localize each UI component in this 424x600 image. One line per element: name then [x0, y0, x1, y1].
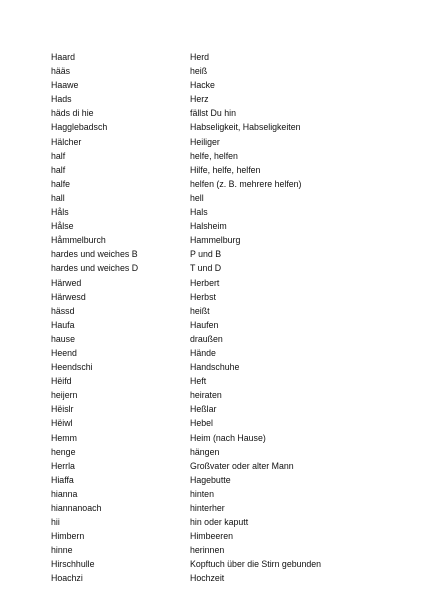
- german-translation: heiß: [190, 66, 208, 77]
- glossary-row: [0, 431, 424, 445]
- dialect-term: Hiaffa: [51, 474, 74, 485]
- glossary-row: [0, 106, 424, 120]
- glossary-row: [0, 135, 424, 149]
- german-translation: Habseligkeit, Habseligkeiten: [190, 122, 301, 133]
- dialect-term: Hemm: [51, 432, 77, 443]
- glossary-row: [0, 120, 424, 134]
- german-translation: Hals: [190, 207, 208, 218]
- glossary-row: [0, 332, 424, 346]
- german-translation: hin oder kaputt: [190, 517, 249, 528]
- glossary-row: [0, 501, 424, 515]
- dialect-term: hall: [51, 192, 65, 203]
- german-translation: Kopftuch über die Stirn gebunden: [190, 559, 322, 570]
- german-translation: Heft: [190, 376, 207, 387]
- german-translation: Großvater oder alter Mann: [190, 460, 294, 471]
- german-translation: helfe, helfen: [190, 150, 238, 161]
- dialect-term: Håls: [51, 207, 69, 218]
- dialect-term: Hëiwl: [51, 418, 73, 429]
- glossary-row: [0, 219, 424, 233]
- german-translation: Himbeeren: [190, 531, 234, 542]
- glossary-row: [0, 571, 424, 585]
- glossary-row: [0, 388, 424, 402]
- german-translation: fällst Du hin: [190, 108, 236, 119]
- german-translation: hell: [190, 192, 204, 203]
- dialect-term: hianna: [51, 488, 78, 499]
- glossary-row: [0, 177, 424, 191]
- german-translation: hängen: [190, 446, 220, 457]
- glossary-row: [0, 459, 424, 473]
- glossary-list: [0, 50, 424, 586]
- glossary-row: [0, 346, 424, 360]
- dialect-term: Haufa: [51, 319, 75, 330]
- dialect-term: heijern: [51, 390, 78, 401]
- glossary-row: [0, 92, 424, 106]
- german-translation: Hagebutte: [190, 474, 231, 485]
- german-translation: Hochzeit: [190, 573, 225, 584]
- glossary-row: [0, 487, 424, 501]
- glossary-row: [0, 163, 424, 177]
- glossary-row: [0, 557, 424, 571]
- german-translation: draußen: [190, 333, 223, 344]
- german-translation: Handschuhe: [190, 362, 240, 373]
- dialect-term: Hoachzi: [51, 573, 83, 584]
- dialect-term: Hälcher: [51, 136, 82, 147]
- dialect-term: hinne: [51, 545, 73, 556]
- glossary-row: [0, 290, 424, 304]
- glossary-row: [0, 445, 424, 459]
- german-translation: heiraten: [190, 390, 222, 401]
- dialect-term: Hëifd: [51, 376, 72, 387]
- dialect-term: Heend: [51, 347, 77, 358]
- german-translation: Hilfe, helfe, helfen: [190, 164, 261, 175]
- glossary-row: [0, 402, 424, 416]
- german-translation: Halsheim: [190, 221, 227, 232]
- dialect-term: häds di hie: [51, 108, 94, 119]
- german-translation: heißt: [190, 305, 210, 316]
- glossary-row: [0, 374, 424, 388]
- dialect-term: Haawe: [51, 80, 79, 91]
- glossary-row: [0, 304, 424, 318]
- dialect-term: hiannanoach: [51, 503, 102, 513]
- dialect-term: Hagglebadsch: [51, 122, 108, 133]
- glossary-row: [0, 78, 424, 92]
- glossary-row: [0, 64, 424, 78]
- glossary-row: [0, 416, 424, 430]
- german-translation: Hebel: [190, 418, 213, 429]
- german-translation: herinnen: [190, 545, 225, 556]
- glossary-row: [0, 473, 424, 487]
- dialect-term: half: [51, 164, 66, 175]
- dialect-term: Hads: [51, 94, 72, 105]
- german-translation: Heim (nach Hause): [190, 432, 266, 443]
- dialect-term: hardes und weiches B: [51, 249, 138, 260]
- dialect-term: hii: [51, 517, 60, 528]
- dialect-term: Herrla: [51, 460, 75, 471]
- german-translation: Herz: [190, 94, 209, 105]
- dialect-term: Härwesd: [51, 291, 86, 302]
- german-translation: Herbst: [190, 291, 216, 302]
- glossary-row: [0, 276, 424, 290]
- glossary-row: [0, 50, 424, 64]
- german-translation: helfen (z. B. mehrere helfen): [190, 178, 302, 189]
- glossary-row: [0, 191, 424, 205]
- german-translation: Herd: [190, 52, 210, 62]
- dialect-term: hardes und weiches D: [51, 263, 139, 274]
- german-translation: Hacke: [190, 80, 215, 91]
- dialect-term: hause: [51, 333, 75, 344]
- dialect-term: Härwed: [51, 277, 82, 288]
- glossary-row: [0, 233, 424, 247]
- glossary-row: [0, 515, 424, 529]
- glossary-row: [0, 261, 424, 275]
- german-translation: Hände: [190, 347, 216, 358]
- glossary-row: [0, 318, 424, 332]
- dialect-term: Hirschhulle: [51, 559, 95, 570]
- dialect-term: Himbern: [51, 531, 85, 542]
- glossary-row: [0, 149, 424, 163]
- dialect-term: hässd: [51, 305, 75, 316]
- german-translation: hinterher: [190, 503, 225, 513]
- glossary-row: [0, 529, 424, 543]
- german-translation: Herbert: [190, 277, 220, 288]
- german-translation: Hammelburg: [190, 235, 241, 246]
- dialect-term: Hålse: [51, 221, 74, 232]
- dialect-term: hääs: [51, 66, 71, 77]
- german-translation: Heßlar: [190, 404, 217, 415]
- dialect-term: Heendschi: [51, 362, 93, 373]
- dialect-term: Håmmelburch: [51, 235, 106, 246]
- glossary-row: [0, 247, 424, 261]
- glossary-row: [0, 543, 424, 557]
- glossary-row: [0, 360, 424, 374]
- german-translation: T und D: [190, 263, 222, 274]
- dialect-term: Hëislr: [51, 404, 74, 415]
- dialect-term: henge: [51, 446, 76, 457]
- glossary-row: [0, 205, 424, 219]
- german-translation: Haufen: [190, 319, 219, 330]
- dialect-term: Haard: [51, 52, 75, 62]
- dialect-term: half: [51, 150, 66, 161]
- dialect-term: halfe: [51, 178, 71, 189]
- german-translation: P und B: [190, 249, 222, 260]
- german-translation: Heiliger: [190, 136, 220, 147]
- german-translation: hinten: [190, 488, 214, 499]
